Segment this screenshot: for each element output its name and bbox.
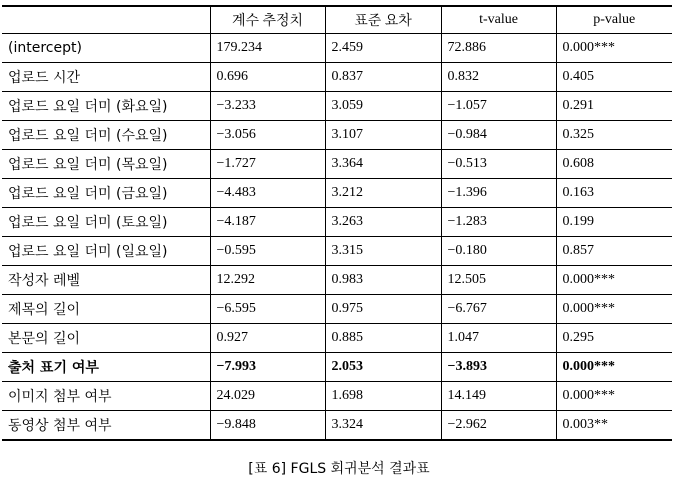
variable-name-cell: 업로드 요일 더미 (수요일)	[2, 121, 210, 150]
p-value-cell: 0.000***	[556, 266, 672, 295]
regression-results-table	[2, 5, 672, 441]
table-row	[2, 34, 672, 63]
variable-name-cell: 출처 표기 여부	[2, 353, 210, 382]
table-header-row	[2, 6, 672, 34]
variable-name-cell: 본문의 길이	[2, 324, 210, 353]
variable-name-cell: 작성자 레벨	[2, 266, 210, 295]
coefficient-cell: −4.483	[210, 179, 325, 208]
standard-error-cell: 3.059	[325, 92, 441, 121]
coefficient-cell: −1.727	[210, 150, 325, 179]
table-row	[2, 295, 672, 324]
p-value-cell: 0.000***	[556, 353, 672, 382]
variable-name-cell: 업로드 시간	[2, 63, 210, 92]
table-body	[2, 34, 672, 441]
coefficient-cell: 24.029	[210, 382, 325, 411]
table-row	[2, 266, 672, 295]
table-row	[2, 208, 672, 237]
header-coefficient: 계수 추정치	[210, 6, 325, 34]
standard-error-cell: 0.885	[325, 324, 441, 353]
table-row	[2, 150, 672, 179]
t-value-cell: −0.180	[441, 237, 556, 266]
p-value-cell: 0.608	[556, 150, 672, 179]
t-value-cell: 14.149	[441, 382, 556, 411]
variable-name-cell: 동영상 첨부 여부	[2, 411, 210, 441]
coefficient-cell: −3.233	[210, 92, 325, 121]
t-value-cell: −2.962	[441, 411, 556, 441]
p-value-cell: 0.000***	[556, 382, 672, 411]
table-row	[2, 353, 672, 382]
table-row	[2, 92, 672, 121]
t-value-cell: 12.505	[441, 266, 556, 295]
standard-error-cell: 3.212	[325, 179, 441, 208]
header-t-value: t-value	[441, 6, 556, 34]
header-standard-error: 표준 요차	[325, 6, 441, 34]
t-value-cell: 72.886	[441, 34, 556, 63]
coefficient-cell: −7.993	[210, 353, 325, 382]
coefficient-cell: 179.234	[210, 34, 325, 63]
variable-name-cell: (intercept)	[2, 34, 210, 63]
coefficient-cell: −3.056	[210, 121, 325, 150]
coefficient-cell: −6.595	[210, 295, 325, 324]
coefficient-cell: −9.848	[210, 411, 325, 441]
coefficient-cell: 0.927	[210, 324, 325, 353]
variable-name-cell: 업로드 요일 더미 (금요일)	[2, 179, 210, 208]
t-value-cell: −1.057	[441, 92, 556, 121]
variable-name-cell: 업로드 요일 더미 (화요일)	[2, 92, 210, 121]
t-value-cell: −0.513	[441, 150, 556, 179]
t-value-cell: −1.396	[441, 179, 556, 208]
variable-name-cell: 업로드 요일 더미 (목요일)	[2, 150, 210, 179]
t-value-cell: −0.984	[441, 121, 556, 150]
standard-error-cell: 3.364	[325, 150, 441, 179]
table-row	[2, 237, 672, 266]
coefficient-cell: 0.696	[210, 63, 325, 92]
p-value-cell: 0.857	[556, 237, 672, 266]
table-row	[2, 121, 672, 150]
p-value-cell: 0.163	[556, 179, 672, 208]
table-caption: [표 6] FGLS 회귀분석 결과표	[248, 461, 430, 477]
t-value-cell: 1.047	[441, 324, 556, 353]
p-value-cell: 0.000***	[556, 34, 672, 63]
regression-table-container	[2, 5, 672, 441]
table-row	[2, 179, 672, 208]
standard-error-cell: 3.324	[325, 411, 441, 441]
p-value-cell: 0.405	[556, 63, 672, 92]
standard-error-cell: 2.459	[325, 34, 441, 63]
header-p-value: p-value	[556, 6, 672, 34]
t-value-cell: −6.767	[441, 295, 556, 324]
standard-error-cell: 0.975	[325, 295, 441, 324]
header-variable	[2, 6, 210, 34]
standard-error-cell: 3.263	[325, 208, 441, 237]
standard-error-cell: 0.837	[325, 63, 441, 92]
coefficient-cell: 12.292	[210, 266, 325, 295]
variable-name-cell: 제목의 길이	[2, 295, 210, 324]
table-row	[2, 324, 672, 353]
p-value-cell: 0.003**	[556, 411, 672, 441]
t-value-cell: −1.283	[441, 208, 556, 237]
variable-name-cell: 업로드 요일 더미 (토요일)	[2, 208, 210, 237]
standard-error-cell: 3.315	[325, 237, 441, 266]
p-value-cell: 0.000***	[556, 295, 672, 324]
p-value-cell: 0.291	[556, 92, 672, 121]
standard-error-cell: 3.107	[325, 121, 441, 150]
p-value-cell: 0.295	[556, 324, 672, 353]
variable-name-cell: 이미지 첨부 여부	[2, 382, 210, 411]
p-value-cell: 0.325	[556, 121, 672, 150]
table-row	[2, 411, 672, 441]
standard-error-cell: 0.983	[325, 266, 441, 295]
standard-error-cell: 2.053	[325, 353, 441, 382]
coefficient-cell: −0.595	[210, 237, 325, 266]
standard-error-cell: 1.698	[325, 382, 441, 411]
t-value-cell: 0.832	[441, 63, 556, 92]
variable-name-cell: 업로드 요일 더미 (일요일)	[2, 237, 210, 266]
p-value-cell: 0.199	[556, 208, 672, 237]
table-row	[2, 63, 672, 92]
table-row	[2, 382, 672, 411]
t-value-cell: −3.893	[441, 353, 556, 382]
coefficient-cell: −4.187	[210, 208, 325, 237]
